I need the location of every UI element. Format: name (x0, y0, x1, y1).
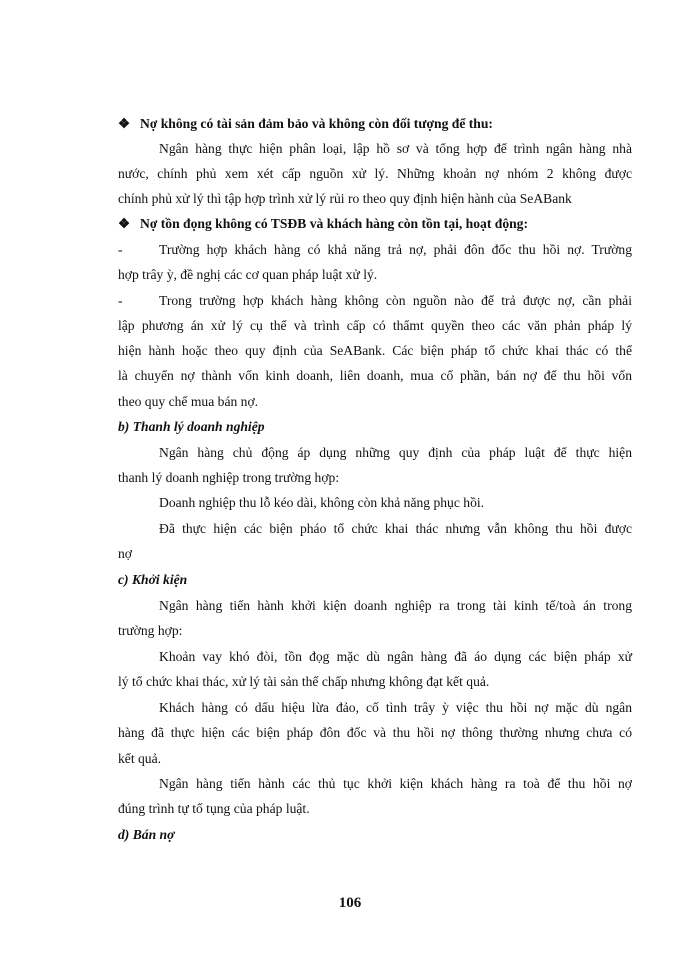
diamond-bullet-icon: ❖ (118, 116, 131, 131)
paragraph-line: lý tổ chức khai thác, xử lý tài sản thế chấp nhưng không đạt kết quả. (118, 674, 490, 689)
list-item-line: Trường hợp khách hàng có khả năng trả nợ, phải đôn đốc thu hồi nợ. Trường (159, 242, 632, 257)
paragraph-line: Ngân hàng tiến hành khởi kiện doanh nghiệp ra trong tài kinh tế/toà án trong (159, 598, 632, 613)
subheading-debt-sale: d) Bán nợ (118, 827, 175, 842)
paragraph-line: Doanh nghiệp thu lỗ kéo dài, không còn khả năng phục hồi. (159, 495, 485, 510)
paragraph-line: nước, chính phủ xem xét cấp nguồn xử lý. Những khoản nợ nhóm 2 không được (118, 166, 632, 181)
subheading-lawsuit: c) Khởi kiện (118, 572, 188, 587)
paragraph-line: thanh lý doanh nghiệp trong trường hợp: (118, 470, 340, 485)
paragraph-line: Ngân hàng chủ động áp dụng những quy định của pháp luật để thực hiện (159, 445, 632, 460)
list-dash: - (118, 293, 123, 308)
list-item-line: lập phương án xử lý cụ thể và trình cấp có thẩmt quyền theo các văn phản pháp lý (118, 318, 632, 333)
diamond-bullet-icon: ❖ (118, 216, 131, 231)
section-heading-text: Nợ tồn đọng không có TSĐB và khách hàng còn tồn tại, hoạt động: (140, 216, 529, 231)
paragraph-line: kết quả. (118, 751, 162, 766)
paragraph-line: hàng đã thực hiện các biện pháp đôn đốc và thu hồi nợ thông thường nhưng chưa có (118, 725, 632, 740)
paragraph-line: Đã thực hiện các biện pháo tổ chức khai thác nhưng vẫn không thu hồi được (159, 521, 632, 536)
paragraph-line: Khách hàng có dấu hiệu lừa đảo, cố tình trây ỳ việc thu hồi nợ mặc dù ngân (159, 700, 632, 715)
paragraph-line: trường hợp: (118, 623, 183, 638)
paragraph-line: chính phủ xử lý thì tập hợp trình xử lý rủi ro theo quy định hiện hành của SeABank (118, 191, 572, 206)
subheading-liquidation: b) Thanh lý doanh nghiệp (118, 419, 265, 434)
list-item-line: hợp trây ỳ, đề nghị các cơ quan pháp luật xử lý. (118, 267, 378, 282)
list-item-line: theo quy chế mua bán nợ. (118, 394, 259, 409)
section-heading-no-collateral (118, 115, 493, 133)
list-item-line: hiện hành hoặc theo quy định của SeABank. Các biện pháp tổ chức khai thác có thể (118, 343, 632, 358)
page-number: 106 (338, 895, 362, 911)
paragraph-line: Ngân hàng tiến hành các thủ tục khởi kiện khách hàng ra toà để thu hồi nợ (159, 776, 632, 791)
section-heading-text: Nợ không có tài sản đảm bảo và không còn đối tượng để thu: (140, 116, 493, 131)
list-item-line: là chuyển nợ thành vốn kinh doanh, liên doanh, mua cổ phần, bán nợ để thu hồi vốn (118, 368, 632, 383)
paragraph-line: Khoản vay khó đòi, tồn đọg mặc dù ngân hàng đã áo dụng các biện pháp xử (159, 649, 632, 664)
list-item-line: Trong trường hợp khách hàng không còn nguồn nào để trả được nợ, cần phải (159, 293, 632, 308)
list-dash: - (118, 242, 123, 257)
section-heading-outstanding-debt (118, 215, 528, 233)
paragraph-line: nợ (118, 546, 132, 561)
paragraph-line: Ngân hàng thực hiện phân loại, lập hồ sơ và tổng hợp để trình ngân hàng nhà (159, 141, 632, 156)
paragraph-line: đúng trình tự tố tụng của pháp luật. (118, 801, 310, 816)
